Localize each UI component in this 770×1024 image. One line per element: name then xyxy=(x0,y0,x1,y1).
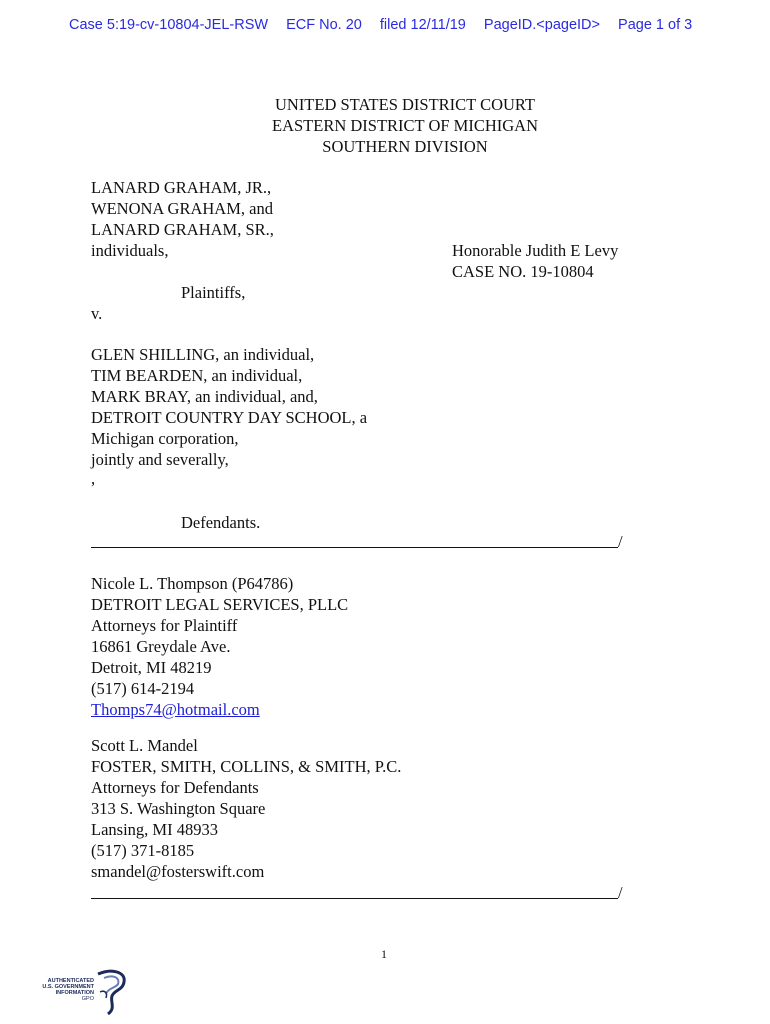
caption-divider-1 xyxy=(91,547,618,548)
plaintiff-attorney-firm: DETROIT LEGAL SERVICES, PLLC xyxy=(91,595,349,614)
plaintiff-attorney-name: Nicole L. Thompson (P64786) xyxy=(91,574,294,593)
filed-date: filed 12/11/19 xyxy=(379,17,466,33)
plaintiff-attorney-street: 16861 Greydale Ave. xyxy=(91,637,231,656)
defendant-line-4: DETROIT COUNTRY DAY SCHOOL, a xyxy=(91,408,368,427)
ecf-header xyxy=(69,17,706,33)
defendant-line-6: jointly and severally, xyxy=(91,450,229,469)
district-name: EASTERN DISTRICT OF MICHIGAN xyxy=(272,116,538,135)
plaintiff-line-2: WENONA GRAHAM, and xyxy=(91,199,273,218)
judge-name: Honorable Judith E Levy xyxy=(452,241,619,260)
ecf-number: ECF No. 20 xyxy=(286,17,362,33)
case-number: CASE NO. 19-10804 xyxy=(452,262,594,281)
defendant-attorney-phone: (517) 371-8185 xyxy=(91,841,195,860)
plaintiff-attorney-phone: (517) 614-2194 xyxy=(91,679,195,698)
caption-divider-2 xyxy=(91,898,618,899)
plaintiffs-label: Plaintiffs, xyxy=(181,283,246,302)
defendant-attorney-street: 313 S. Washington Square xyxy=(91,799,266,818)
plaintiff-attorney-email-row xyxy=(91,700,260,720)
plaintiff-attorney-city: Detroit, MI 48219 xyxy=(91,658,212,677)
defendant-line-7: , xyxy=(91,469,96,488)
defendant-attorney-city: Lansing, MI 48933 xyxy=(91,820,218,839)
defendant-attorney-name: Scott L. Mandel xyxy=(91,736,198,755)
seal-text xyxy=(42,978,94,1002)
plaintiff-attorney-email-link[interactable]: Thomps74@hotmail.com xyxy=(91,700,260,719)
defendant-line-1: GLEN SHILLING, an individual, xyxy=(91,345,315,364)
plaintiff-attorney-role: Attorneys for Plaintiff xyxy=(91,616,238,635)
gpo-authentication-seal xyxy=(40,968,130,1016)
division-name: SOUTHERN DIVISION xyxy=(322,137,488,156)
plaintiff-line-1: LANARD GRAHAM, JR., xyxy=(91,178,272,197)
plaintiff-line-4: individuals, xyxy=(91,241,169,260)
page-count: Page 1 of 3 xyxy=(618,17,693,33)
case-number-header: Case 5:19-cv-10804-JEL-RSW xyxy=(69,17,269,33)
versus: v. xyxy=(91,304,103,323)
eagle-icon xyxy=(90,968,130,1016)
divider-slash-2: / xyxy=(618,883,623,902)
seal-line-4: GPO xyxy=(81,996,94,1002)
seal-line-3: INFORMATION xyxy=(55,990,94,996)
court-caption xyxy=(0,94,770,157)
defendant-line-5: Michigan corporation, xyxy=(91,429,239,448)
defendant-line-3: MARK BRAY, an individual, and, xyxy=(91,387,318,406)
divider-slash-1: / xyxy=(618,532,623,551)
defendant-attorney-email: smandel@fosterswift.com xyxy=(91,862,265,881)
seal-line-2: U.S. GOVERNMENT xyxy=(42,984,94,990)
defendants-label: Defendants. xyxy=(181,513,261,532)
seal-line-1: AUTHENTICATED xyxy=(47,978,94,984)
page-number: 1 xyxy=(381,947,387,961)
defendant-attorney-role: Attorneys for Defendants xyxy=(91,778,259,797)
court-name: UNITED STATES DISTRICT COURT xyxy=(274,95,535,114)
defendant-attorney-firm: FOSTER, SMITH, COLLINS, & SMITH, P.C. xyxy=(91,757,402,776)
page-id: PageID.<pageID> xyxy=(483,17,600,33)
plaintiff-line-3: LANARD GRAHAM, SR., xyxy=(91,220,274,239)
defendant-line-2: TIM BEARDEN, an individual, xyxy=(91,366,303,385)
